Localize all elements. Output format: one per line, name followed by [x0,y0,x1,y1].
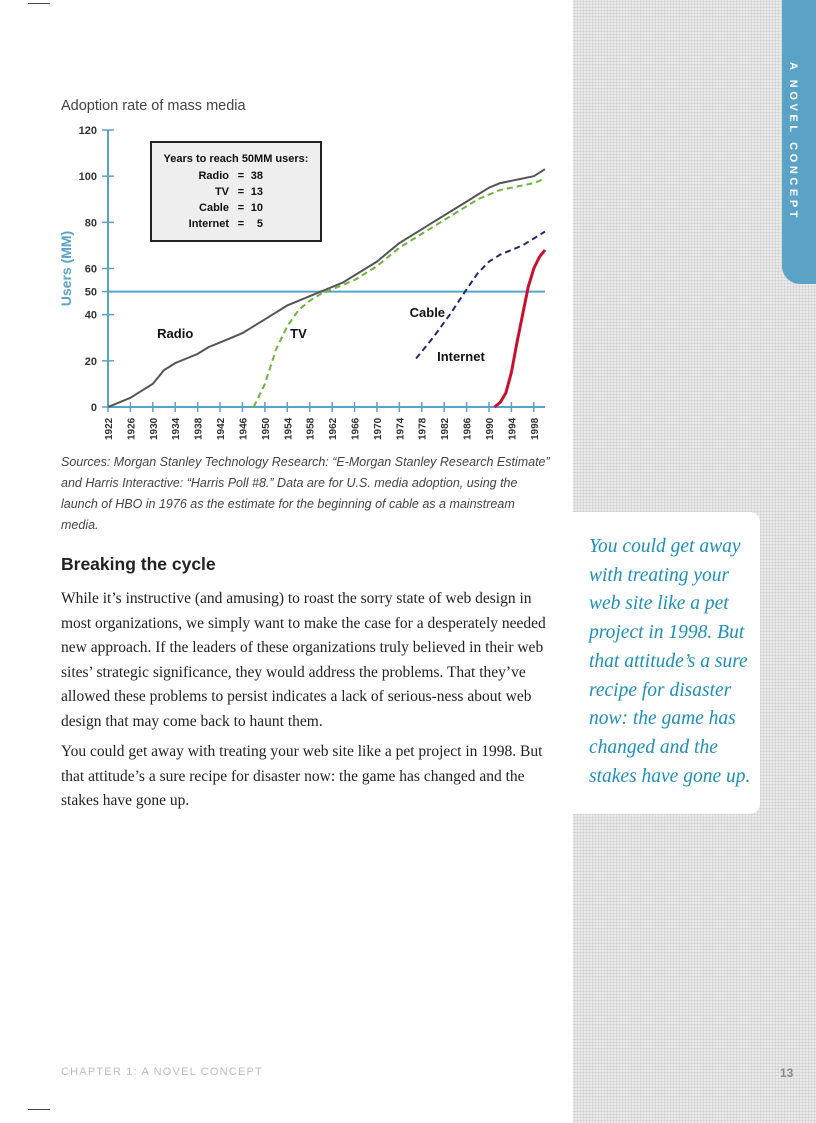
legend-row-name: Radio [198,170,229,182]
body-paragraph-2: You could get away with treating your web site like a pet project in 1998. But that attitude’s a sure recipe for disaster now: the game has changed and the stakes have gone up. [61,743,543,809]
x-tick-label: 1970 [372,417,384,440]
y-tick-label: 50 [84,286,97,299]
x-tick-label: 1942 [216,417,228,440]
legend-row-years: 10 [250,202,263,214]
x-tick-label: 1922 [104,417,115,440]
section-heading: Breaking the cycle [61,554,216,574]
y-axis-label: Users (MM) [58,230,74,307]
figure-caption: Sources: Morgan Stanley Technology Research: “E-Morgan Stanley Research Estimate” and Harris Interactive: “Harris Poll #8.” Data are for U.S. media adoption, using the launch of HBO in 1976 as the estimate for the beginning of cable as a mainstream media. [61,455,550,532]
crop-mark-top [28,3,50,4]
x-tick-label: 1982 [440,417,452,440]
adoption-chart [55,115,555,445]
x-tick-label: 1950 [260,417,272,440]
series-line-internet [495,250,545,407]
legend-row-years: 13 [250,186,263,198]
legend-row-equals: = [237,170,245,182]
series-label-cable: Cable [409,304,446,320]
x-tick-label: 1934 [171,417,183,440]
x-tick-label: 1998 [529,417,541,440]
legend-row-years: 5 [256,218,263,230]
x-tick-label: 1946 [238,417,250,440]
chart-title: Adoption rate of mass media [61,98,246,114]
y-tick-label: 120 [78,125,97,137]
footer-chapter: CHAPTER 1: A NOVEL CONCEPT [61,1066,263,1078]
x-tick-label: 1994 [507,417,519,440]
x-tick-label: 1926 [126,417,138,440]
y-tick-label: 0 [90,402,97,414]
x-tick-label: 1986 [462,417,474,440]
pull-quote: You could get away with treating your web site like a pet project in 1998. But that attitude’s a sure recipe for disaster now: the game has changed and the stakes have gone up. [589,536,751,787]
legend-row-name: Internet [188,218,229,230]
legend-title: Years to reach 50MM users: [163,153,309,165]
x-tick-label: 1978 [417,417,429,440]
y-tick-label: 40 [84,309,97,322]
y-tick-label: 100 [78,171,97,184]
chapter-tab-label: A NOVEL CONCEPT [787,62,799,222]
x-tick-label: 1954 [283,417,295,440]
legend-row-name: Cable [199,202,229,214]
y-tick-label: 20 [84,355,97,368]
x-tick-label: 1974 [395,417,407,440]
x-tick-label: 1990 [484,417,496,440]
x-tick-label: 1962 [328,417,340,440]
legend-row-equals: = [237,218,245,230]
x-tick-label: 1938 [193,417,205,440]
y-tick-label: 60 [84,263,97,276]
legend-row-equals: = [237,186,245,198]
legend-row-equals: = [237,202,245,214]
series-label-radio: Radio [157,325,194,341]
y-tick-label: 80 [84,217,97,230]
legend-row-name: TV [214,186,229,198]
x-tick-label: 1958 [305,417,317,440]
legend-row-years: 38 [250,170,263,182]
x-tick-label: 1966 [350,417,362,440]
series-label-tv: TV [290,325,307,341]
series-label-internet: Internet [437,348,485,364]
x-tick-label: 1930 [148,417,160,440]
page-number: 13 [780,1066,794,1080]
crop-mark-bottom [28,1109,50,1110]
body-paragraph-1: While it’s instructive (and amusing) to roast the sorry state of web design in most organizations, we simply want to make the case for a desperately needed new approach. If the leaders of these organizations truly believed in their web sites’ strategic significance, they would address the problems. That they’ve allowed these problems to persist indicates a lack of serious-ness about web design that may come back to haunt them. [61,590,546,730]
